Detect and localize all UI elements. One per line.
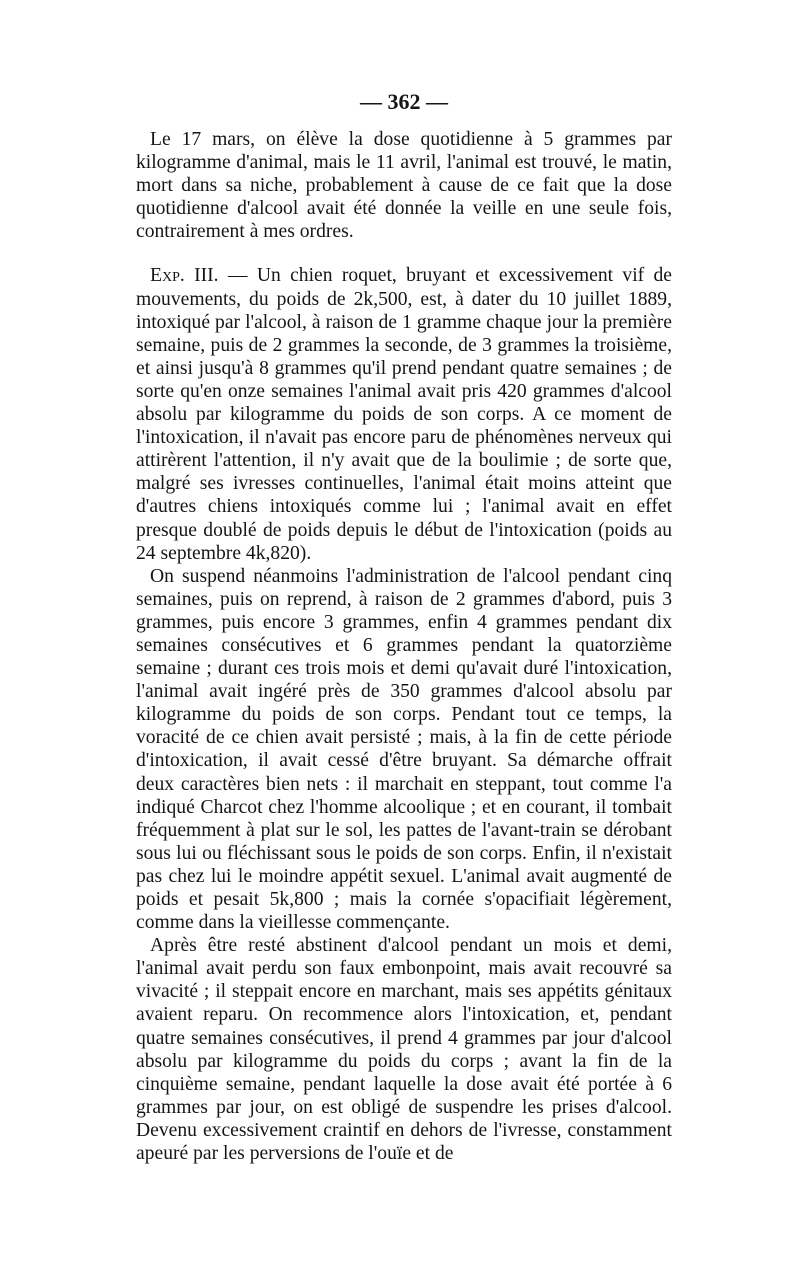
paragraph-2 [136,264,672,564]
paragraph-2-text: — Un chien roquet, bruyant et excessivement vif de mouvements, du poids de 2k,500, est, à dater du 10 juillet 1889, intoxiqué par l'alcool, à raison de 1 gramme chaque jour la première semaine, puis de 2 grammes la seconde, de 3 grammes la troisième, et ainsi jusqu'à 8 grammes qu'il prend pendant quatre semaines ; de sorte qu'en onze semaines l'animal avait pris 420 grammes d'alcool absolu par kilogramme du poids de son corps. A ce moment de l'intoxication, il n'avait pas encore paru de phénomènes nerveux qui attirèrent l'attention, il n'y avait que de la boulimie ; de sorte que, malgré ses ivresses continuelles, l'animal était moins atteint que d'autres chiens intoxiqués comme lui ; l'animal avait en effet presque doublé de poids depuis le début de l'intoxication (poids au 24 septembre 4k,820). [136,265,672,564]
section-gap [136,243,672,264]
paragraph-3 [136,565,672,935]
paragraph-1-text: Le 17 mars, on élève la dose quotidienne à 5 grammes par kilogramme d'animal, mais le 11 avril, l'animal est trouvé, le matin, mort dans sa niche, probablement à cause de ce fait que la dose quotidienne d'alcool avait été donnée la veille en une seule fois, contrairement à mes ordres. [136,129,672,243]
paragraph-3-text: On suspend néanmoins l'administration de l'alcool pendant cinq semaines, puis on reprend, à raison de 2 grammes d'abord, puis 3 grammes, puis encore 3 grammes, enfin 4 grammes pendant dix semaines consécutives et 6 grammes pendant la quatorzième semaine ; durant ces trois mois et demi qu'avait duré l'intoxication, l'animal avait ingéré près de 350 grammes d'alcool absolu par kilogramme du poids de son corps. Pendant tout ce temps, la voracité de ce chien avait persisté ; mais, à la fin de cette période d'intoxication, il avait cessé d'être bruyant. Sa démarche offrait deux caractères bien nets : il marchait en steppant, tout comme l'a indiqué Charcot chez l'homme alcoolique ; et en courant, il tombait fréquemment à plat sur le sol, les pattes de l'avant-train se dérobant sous lui ou fléchissant sous le poids de son corps. Enfin, il n'existait pas chez lui le moindre appétit sexuel. L'animal avait augmenté de poids et pesait 5k,800 ; mais la cornée s'opacifiait légèrement, comme dans la vieillesse commençante. [136,565,672,934]
paragraph-1 [136,128,672,243]
experiment-heading: Exp. III. [150,265,219,287]
paragraph-4 [136,934,672,1165]
paragraph-4-text: Après être resté abstinent d'alcool pendant un mois et demi, l'animal avait perdu son faux embonpoint, mais avait recouvré sa vivacité ; il steppait encore en marchant, mais ses appétits génitaux avaient reparu. On recommence alors l'intoxication, et, pendant quatre semaines consécutives, il prend 4 grammes par jour d'alcool absolu par kilogramme du poids du corps ; avant la fin de la cinquième semaine, pendant laquelle la dose avait été portée à 6 grammes par jour, on est obligé de suspendre les prises d'alcool. Devenu excessivement craintif en dehors de l'ivresse, constamment apeuré par les perversions de l'ouïe et de [136,935,672,1165]
book-page [136,88,672,1165]
page-number: — 362 — [360,89,448,114]
